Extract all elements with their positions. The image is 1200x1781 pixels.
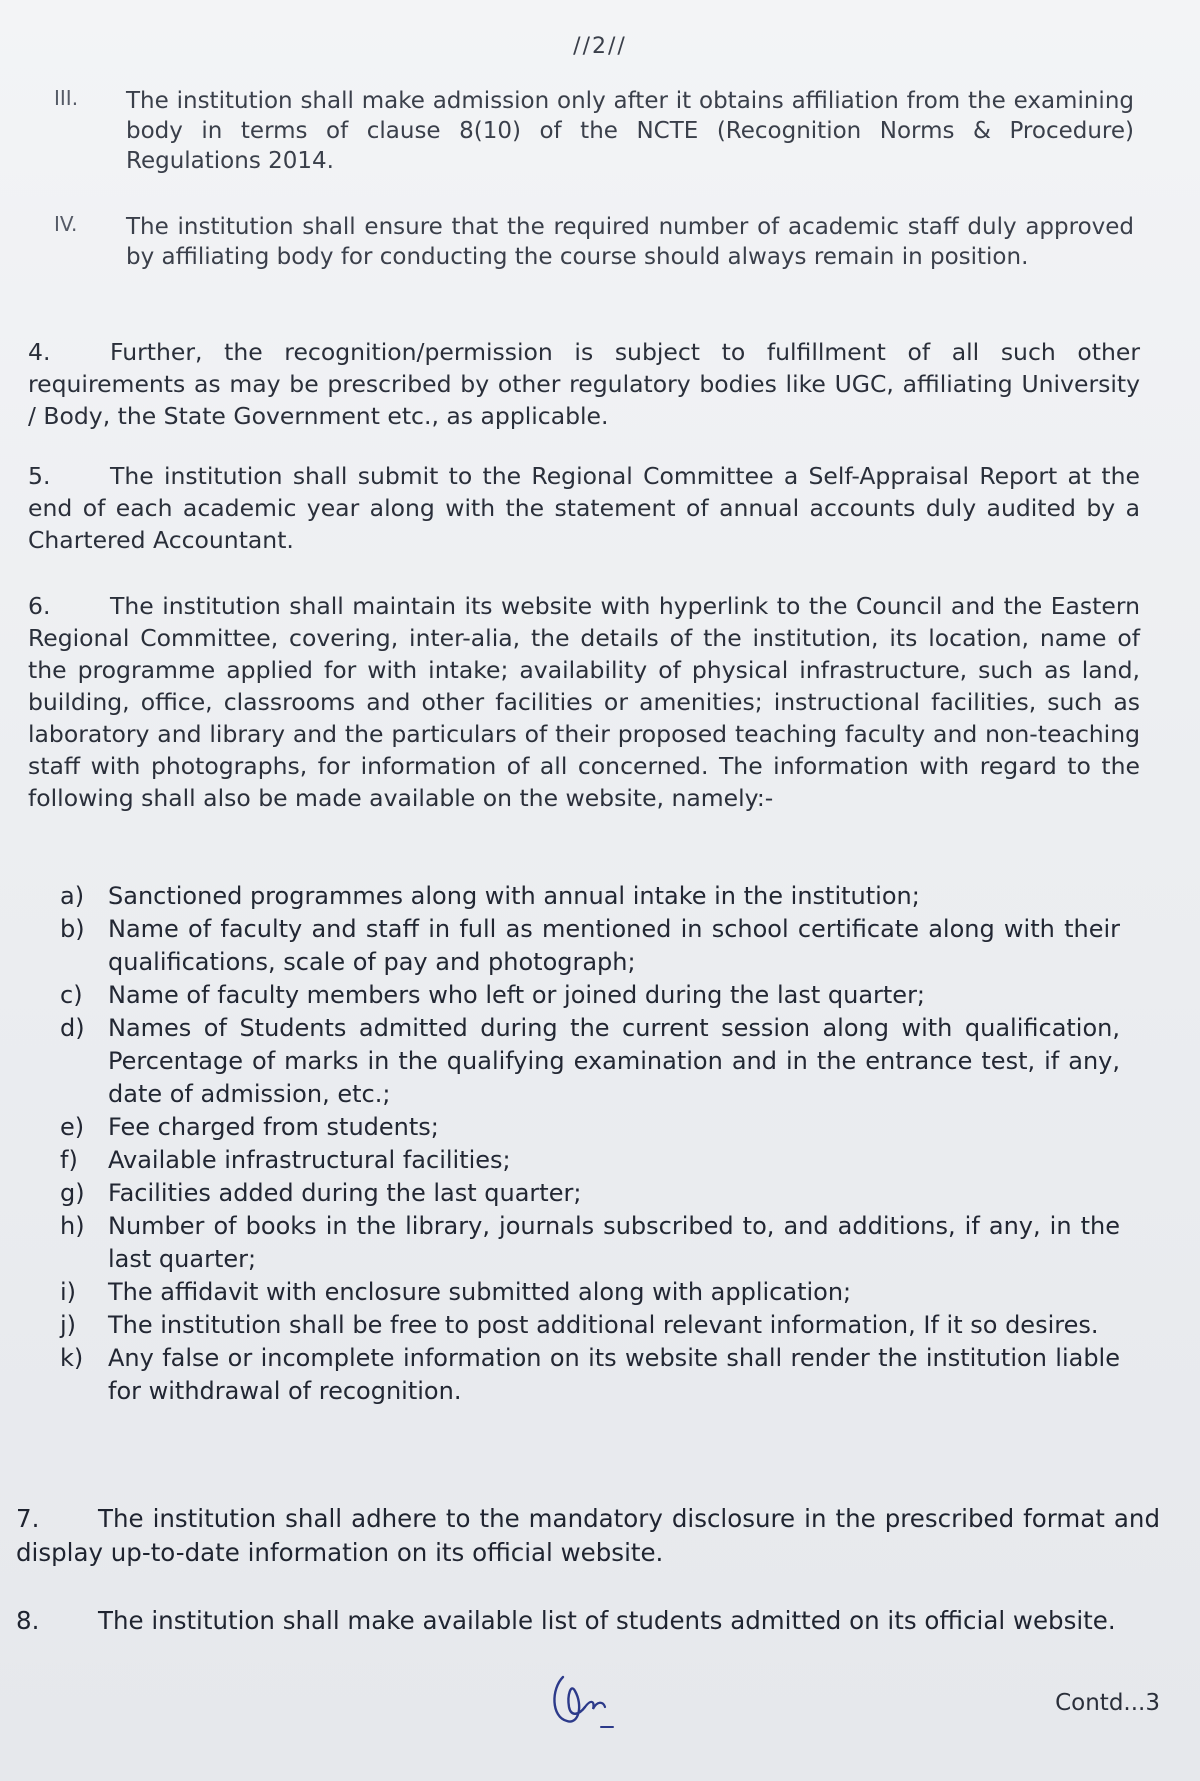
list-item-text: Number of books in the library, journals subscribed to, and additions, if any, in the last quarter; [108, 1212, 1120, 1273]
list-marker: f) [60, 1146, 78, 1174]
list-marker: e) [60, 1113, 85, 1141]
signature-mark [545, 1655, 625, 1735]
paragraph-text: Further, the recognition/permission is subject to fulfillment of all such other requirements as may be prescribed by other regulatory bodies like UGC, affiliating University / Body, the State Government etc., as applicable. [28, 338, 1140, 430]
list-item-text: The institution shall be free to post additional relevant information, If it so desires. [108, 1311, 1099, 1339]
clause-text: The institution shall ensure that the required number of academic staff duly approved by affiliating body for conducting the course should always remain in position. [126, 214, 1134, 270]
paragraph-7 [16, 1502, 1160, 1570]
list-item-text: Sanctioned programmes along with annual intake in the institution; [108, 882, 920, 910]
paragraph-number: 5. [28, 462, 51, 490]
paragraph-number: 6. [28, 592, 51, 620]
list-marker: a) [60, 882, 85, 910]
paragraph-8 [16, 1604, 1160, 1638]
list-item [60, 979, 1120, 1012]
paragraph-4 [28, 336, 1140, 432]
list-item [60, 1144, 1120, 1177]
list-item-text: Any false or incomplete information on its website shall render the institution liable for withdrawal of recognition. [108, 1344, 1120, 1405]
paragraph-number: 4. [28, 338, 51, 366]
list-item-text: Name of faculty members who left or joined during the last quarter; [108, 981, 926, 1009]
list-item [60, 1012, 1120, 1111]
list-item-text: Fee charged from students; [108, 1113, 439, 1141]
list-item [60, 1342, 1120, 1408]
list-item-text: Facilities added during the last quarter; [108, 1179, 582, 1207]
list-item-text: Names of Students admitted during the current session along with qualification, Percentage of marks in the qualifying examination and in the entrance test, if any, date of admission, etc.; [108, 1014, 1120, 1108]
paragraph-text: The institution shall make available list of students admitted on its official website. [98, 1606, 1116, 1635]
clause-iv [54, 212, 1134, 272]
website-information-list [60, 880, 1120, 1408]
list-marker: k) [60, 1344, 84, 1372]
list-item [60, 880, 1120, 913]
clause-number: IV. [54, 212, 78, 236]
list-marker: j) [60, 1311, 77, 1339]
list-item [60, 1210, 1120, 1276]
list-item-text: The affidavit with enclosure submitted along with application; [108, 1278, 852, 1306]
list-marker: h) [60, 1212, 85, 1240]
clause-text: The institution shall make admission only after it obtains affiliation from the examining body in terms of clause 8(10) of the NCTE (Recognition Norms & Procedure) Regulations 2014. [126, 88, 1134, 174]
clause-number: III. [54, 86, 79, 110]
paragraph-5 [28, 460, 1140, 556]
paragraph-number: 8. [16, 1606, 40, 1635]
list-item [60, 1276, 1120, 1309]
list-marker: i) [60, 1278, 77, 1306]
page-number: //2// [573, 34, 627, 59]
list-item-text: Available infrastructural facilities; [108, 1146, 511, 1174]
paragraph-6 [28, 590, 1140, 814]
list-item-text: Name of faculty and staff in full as mentioned in school certificate along with their qualifications, scale of pay and photograph; [108, 915, 1120, 976]
paragraph-text: The institution shall maintain its website with hyperlink to the Council and the Eastern Regional Committee, covering, inter-alia, the details of the institution, its location, name of the programme applied for with intake; availability of physical infrastructure, such as land, building, office, classrooms and other facilities or amenities; instructional facilities, such as laboratory and library and the particulars of their proposed teaching faculty and non-teaching staff with photographs, for information of all concerned. The information with regard to the following shall also be made available on the website, namely:- [28, 592, 1140, 812]
paragraph-text: The institution shall submit to the Regional Committee a Self-Appraisal Report at the end of each academic year along with the statement of annual accounts duly audited by a Chartered Accountant. [28, 462, 1140, 554]
continuation-note: Contd...3 [1055, 1690, 1160, 1716]
list-item [60, 1309, 1120, 1342]
list-item [60, 913, 1120, 979]
clause-iii [54, 86, 1134, 176]
paragraph-text: The institution shall adhere to the mandatory disclosure in the prescribed format and display up-to-date information on its official website. [16, 1504, 1160, 1567]
list-marker: d) [60, 1014, 85, 1042]
list-marker: b) [60, 915, 85, 943]
list-item [60, 1111, 1120, 1144]
list-item [60, 1177, 1120, 1210]
list-marker: c) [60, 981, 83, 1009]
paragraph-number: 7. [16, 1504, 40, 1533]
list-marker: g) [60, 1179, 85, 1207]
